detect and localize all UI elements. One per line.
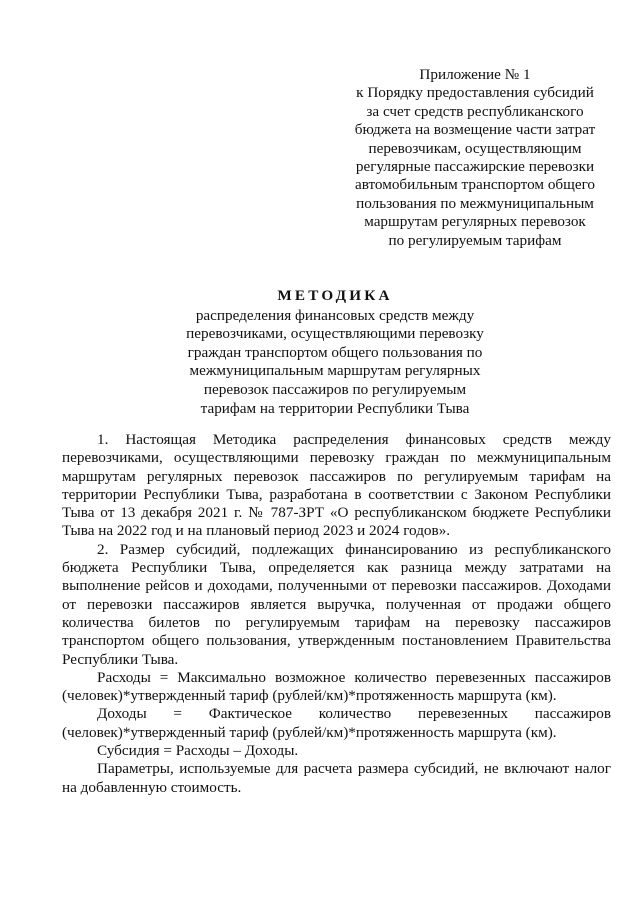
- title-line: перевозчиками, осуществляющими перевозку: [186, 325, 484, 343]
- appendix-line: за счет средств республиканского: [366, 102, 584, 120]
- formula-income: Доходы = Фактическое количество перевезенных пассажиров (человек)*утвержденный тариф (рублей/км)*протяженность маршрута (км).: [62, 705, 611, 741]
- appendix-line: регулярные пассажирские перевозки: [355, 158, 595, 176]
- paragraph-vat-note: Параметры, используемые для расчета размера субсидий, не включают налог на добавленную стоимость.: [62, 760, 611, 796]
- title-line: граждан транспортом общего пользования по: [187, 343, 483, 361]
- paragraph-2: 2. Размер субсидий, подлежащих финансированию из республиканского бюджета Республики Тыва, определяется как разница между затратами на выполнение рейсов и доходами, полученными от перевозки пассажиров. Доходами от перевозки пассажиров является выручка, полученная от продажи общего количества билетов по регулируемым тарифам на перевозку пассажиров транспортом общего пользования, утвержденным постановлением Правительства Республики Тыва.: [62, 540, 611, 668]
- formula-expenses: Расходы = Максимально возможное количество перевезенных пассажиров (человек)*утвержденный тариф (рублей/км)*протяженность маршрута (км).: [62, 668, 611, 705]
- document-body: [62, 431, 611, 797]
- appendix-line: перевозчикам, осуществляющим: [368, 139, 582, 157]
- appendix-line: маршрутам регулярных перевозок: [364, 213, 586, 231]
- appendix-line: по регулируемым тарифам: [388, 231, 562, 249]
- title-heading: МЕТОДИКА: [277, 287, 393, 304]
- title-line: межмуниципальным маршрутам регулярных: [189, 362, 481, 380]
- appendix-line: бюджета на возмещение части затрат: [354, 121, 596, 139]
- appendix-line: пользования по межмуниципальным: [356, 194, 594, 212]
- appendix-line: Приложение № 1: [419, 66, 531, 83]
- appendix-line: автомобильным транспортом общего: [354, 176, 596, 194]
- paragraph-1: 1. Настоящая Методика распределения финансовых средств между перевозчиками, осуществляющими перевозку граждан по межмуниципальным маршрутам регулярных перевозок пассажиров по регулируемым тарифам на территории Республики Тыва, разработана в соответствии с Законом Республики Тыва от 13 декабря 2021 г. № 787-ЗРТ «О республиканском бюджете Республики Тыва на 2022 год и на плановый период 2023 и 2024 годов».: [62, 431, 611, 540]
- title-line: тарифам на территории Республики Тыва: [200, 399, 470, 417]
- appendix-header: [330, 66, 620, 250]
- title-line: распределения финансовых средств между: [195, 306, 475, 324]
- title-line: перевозок пассажиров по регулируемым: [203, 380, 467, 398]
- document-title: [60, 287, 610, 418]
- appendix-line: к Порядку предоставления субсидий: [356, 84, 594, 102]
- formula-subsidy: Субсидия = Расходы – Доходы.: [97, 742, 299, 760]
